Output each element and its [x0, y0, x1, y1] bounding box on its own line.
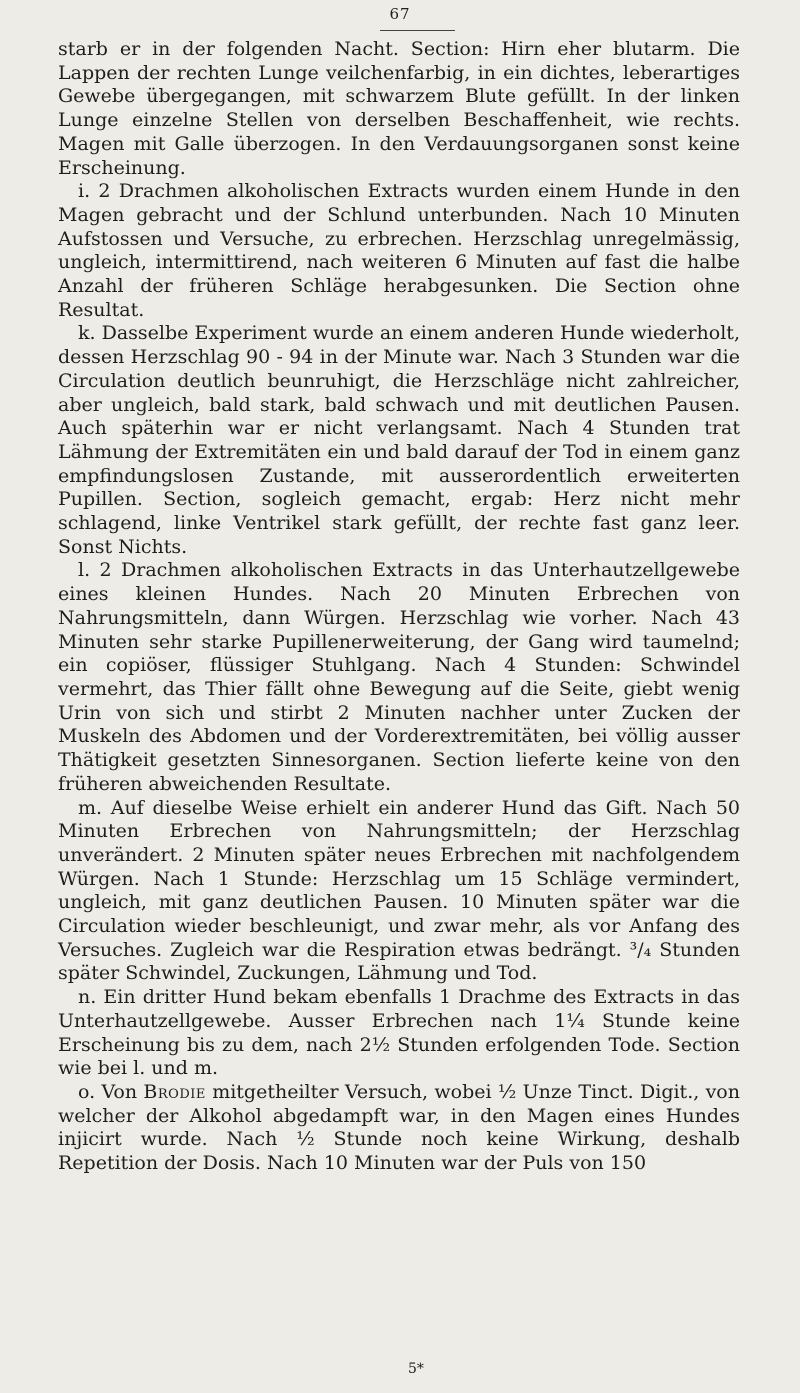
paragraph-o-rest: mitgetheilter Versuch, wobei ½ Unze Tinct. Digit., von welcher der Alkohol abgedampft war, in den Magen eines Hundes injicirt wurde. Nach ½ Stunde noch keine Wirkung, deshalb Repetition der Dosis. Nach 10 Minuten war der Puls von 150 — [58, 1080, 740, 1175]
paragraph-i: i. 2 Drachmen alkoholischen Extracts wurden einem Hunde in den Magen gebracht und der Schlund unterbunden. Nach 10 Minuten Aufstossen und Versuche, zu erbrechen. Herzschlag unregelmässig, ungleich, intermittirend, nach weiteren 6 Minuten auf fast die halbe Anzahl der früheren Schläge herabgesunken. Die Section ohne Resultat. — [58, 180, 740, 321]
signature-mark: 5* — [408, 1361, 424, 1377]
body-text — [58, 38, 740, 1176]
paragraph-o — [58, 1081, 740, 1176]
paragraph-n: n. Ein dritter Hund bekam ebenfalls 1 Drachme des Extracts in das Unterhautzellgewebe. Ausser Erbrechen nach 1¼ Stunde keine Erscheinung bis zu dem, nach 2½ Stunden erfolgenden Tode. Section wie bei l. und m. — [58, 986, 740, 1080]
paragraph-m: m. Auf dieselbe Weise erhielt ein anderer Hund das Gift. Nach 50 Minuten Erbrechen von Nahrungsmitteln; der Herzschlag unverändert. 2 Minuten später neues Erbrechen mit nachfolgendem Würgen. Nach 1 Stunde: Herzschlag um 15 Schläge vermindert, ungleich, mit ganz deutlichen Pausen. 10 Minuten später war die Circulation wieder beschleunigt, und zwar mehr, als vor Anfang des Versuches. Zugleich war die Respiration etwas bedrängt. ³/₄ Stunden später Schwindel, Zuckungen, Lähmung und Tod. — [58, 796, 740, 985]
paragraph-k: k. Dasselbe Experiment wurde an einem anderen Hunde wiederholt, dessen Herzschlag 90 - 94 in der Minute war. Nach 3 Stunden war die Circulation deutlich beunruhigt, die Herzschläge nicht zahlreicher, aber ungleich, bald stark, bald schwach und mit deutlichen Pausen. Auch späterhin war er nicht verlangsamt. Nach 4 Stunden trat Lähmung der Extremitäten ein und bald darauf der Tod in einem ganz empfindungslosen Zustande, mit ausserordentlich erweiterten Pupillen. Section, sogleich gemacht, ergab: Herz nicht mehr schlagend, linke Ventrikel stark gefüllt, der rechte fast ganz leer. Sonst Nichts. — [58, 322, 740, 558]
paragraph-o-start: o. Von — [78, 1080, 144, 1103]
paragraph-l: l. 2 Drachmen alkoholischen Extracts in das Unterhautzellgewebe eines kleinen Hundes. Nach 20 Minuten Erbrechen von Nahrungsmitteln, dann Würgen. Herzschlag wie vorher. Nach 43 Minuten sehr starke Pupillenerweiterung, der Gang wird taumelnd; ein copiöser, flüssiger Stuhlgang. Nach 4 Stunden: Schwindel vermehrt, das Thier fällt ohne Bewegung auf die Seite, giebt wenig Urin von sich und stirbt 2 Minuten nachher unter Zucken der Muskeln des Abdomen und der Vorderextremitäten, bei völlig ausser Thätigkeit gesetzten Sinnesorganen. Section lieferte keine von den früheren abweichenden Resultate. — [58, 559, 740, 795]
paragraph-continuation: starb er in der folgenden Nacht. Section: Hirn eher blutarm. Die Lappen der rechten Lunge veilchenfarbig, in ein dichtes, leberartiges Gewebe übergegangen, mit schwarzem Blute gefüllt. In der linken Lunge einzelne Stellen von derselben Beschaffenheit, wie rechts. Magen mit Galle überzogen. In den Verdauungsorganen sonst keine Erscheinung. — [58, 38, 740, 179]
header-rule — [380, 30, 455, 31]
page-number: 67 — [389, 5, 411, 23]
author-name-brodie: Brodie — [143, 1080, 206, 1103]
